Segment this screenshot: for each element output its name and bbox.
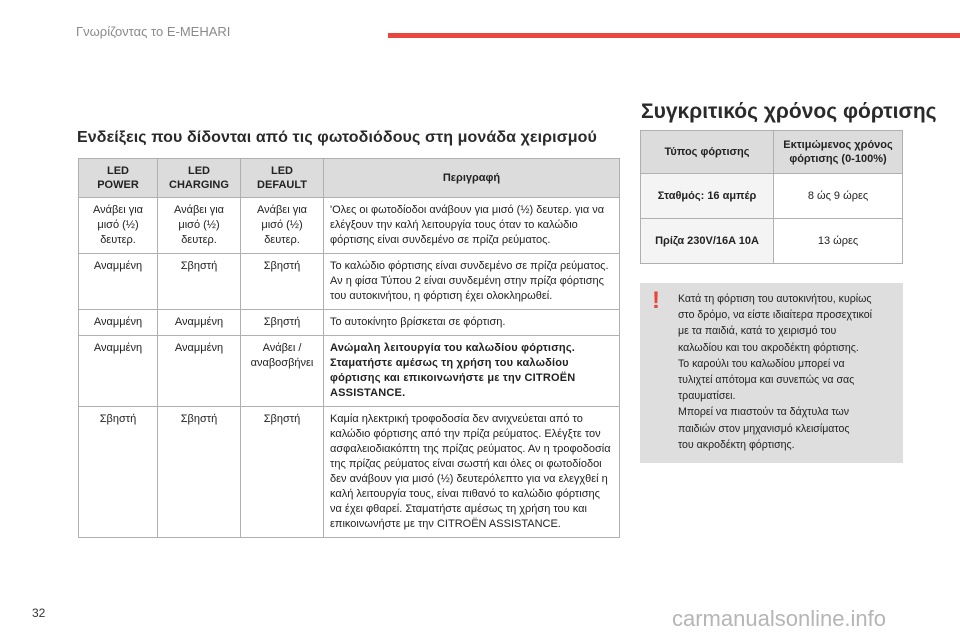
cell-charging-time: 8 ώς 9 ώρες bbox=[774, 174, 903, 219]
cell-charging-type: Σταθμός: 16 αμπέρ bbox=[641, 174, 774, 219]
cell-power: Ανάβει για μισό (½) δευτερ. bbox=[79, 198, 158, 254]
page-number: 32 bbox=[32, 606, 46, 620]
charging-time-section-title: Συγκριτικός χρόνος φόρτισης bbox=[641, 100, 937, 123]
header-description bbox=[324, 159, 620, 198]
warning-text-line: Κατά τη φόρτιση του αυτοκινήτου, κυρίως bbox=[678, 293, 872, 305]
header-description-label: Περιγραφή bbox=[442, 172, 501, 184]
warning-box bbox=[640, 283, 903, 463]
warning-exclamation-icon: ! bbox=[652, 287, 660, 314]
cell-default: Σβηστή bbox=[241, 407, 324, 538]
watermark: carmanualsonline.info bbox=[672, 606, 887, 631]
table-row bbox=[79, 336, 620, 407]
warning-text-line: στο δρόμο, να είστε ιδιαίτερα προσεχτικοί bbox=[678, 309, 873, 322]
header-led-charging-label: LED CHARGING bbox=[169, 165, 229, 191]
table-row bbox=[79, 254, 620, 310]
cell-charging-time: 13 ώρες bbox=[774, 219, 903, 264]
time-table-header-row bbox=[641, 131, 903, 174]
cell-power: Σβηστή bbox=[79, 407, 158, 538]
charging-time-table bbox=[640, 130, 903, 264]
cell-charging-type: Πρίζα 230V/16A 10A bbox=[641, 219, 774, 264]
cell-description: Το καλώδιο φόρτισης είναι συνδεμένο σε πρίζα ρεύματος. Αν η φίσα Τύπου 2 είναι συνδεμένη στην πρίζα φόρτισης του αυτοκινήτου, η φόρτιση έχει ολοκληρωθεί. bbox=[324, 254, 620, 310]
warning-text-line: τραυματίσει. bbox=[678, 390, 736, 403]
cell-default: Ανάβει / αναβοσβήνει bbox=[241, 336, 324, 407]
warning-text-line: τυλιχτεί απότομα και συνεπώς να σας bbox=[678, 374, 855, 387]
cell-charging: Σβηστή bbox=[158, 254, 241, 310]
table-row bbox=[641, 219, 903, 264]
table-row bbox=[79, 310, 620, 336]
cell-default: Σβηστή bbox=[241, 254, 324, 310]
header-led-charging bbox=[158, 159, 241, 198]
table-row bbox=[641, 174, 903, 219]
cell-power: Αναμμένη bbox=[79, 336, 158, 407]
table-row bbox=[79, 407, 620, 538]
cell-default: Σβηστή bbox=[241, 310, 324, 336]
header-led-default-label: LED DEFAULT bbox=[257, 165, 307, 191]
cell-charging: Αναμμένη bbox=[158, 310, 241, 336]
cell-charging: Ανάβει για μισό (½) δευτερ. bbox=[158, 198, 241, 254]
cell-description: Το αυτοκίνητο βρίσκεται σε φόρτιση. bbox=[324, 310, 620, 336]
header-charging-type: Τύπος φόρτισης bbox=[641, 131, 774, 174]
header-estimated-time: Εκτιμώμενος χρόνος φόρτισης (0-100%) bbox=[774, 131, 903, 174]
header-led-power-label: LED POWER bbox=[97, 165, 139, 191]
cell-description: 'Ολες οι φωτοδίοδοι ανάβουν για μισό (½) δευτερ. για να ελέγξουν την καλή λειτουργία τους όταν το καλώδιο φόρτισης είναι συνδεμένο σε πρίζα ρεύματος. bbox=[324, 198, 620, 254]
cell-power: Αναμμένη bbox=[79, 254, 158, 310]
cell-default: Ανάβει για μισό (½) δευτερ. bbox=[241, 198, 324, 254]
warning-text-line: του ακροδέκτη φόρτισης. bbox=[678, 438, 795, 451]
warning-text-line: Το καρούλι του καλωδίου μπορεί να bbox=[678, 357, 845, 370]
led-section-title: Ενδείξεις που δίδονται από τις φωτοδιόδους στη μονάδα χειρισμού bbox=[77, 129, 597, 146]
warning-text-line: παιδιών στον μηχανισμό κλεισίματος bbox=[678, 422, 850, 435]
led-table-header-row bbox=[79, 159, 620, 198]
warning-text-line: Μπορεί να πιαστούν τα δάχτυλα των bbox=[678, 406, 850, 419]
warning-text-line: καλωδίου και του ακροδέκτη φόρτισης. bbox=[678, 341, 859, 354]
cell-charging: Αναμμένη bbox=[158, 336, 241, 407]
cell-description: Ανώμαλη λειτουργία του καλωδίου φόρτισης. Σταματήστε αμέσως τη χρήση του καλωδίου φόρτισης και επικοινωνήστε με την CITROËN ASSISTANCE. bbox=[324, 336, 620, 407]
cell-charging: Σβηστή bbox=[158, 407, 241, 538]
table-row bbox=[79, 198, 620, 254]
header-led-power bbox=[79, 159, 158, 198]
header-accent-bar bbox=[388, 33, 960, 38]
led-indicator-table bbox=[78, 158, 620, 538]
cell-description: Καμία ηλεκτρική τροφοδοσία δεν ανιχνεύεται από το καλώδιο φόρτισης από την πρίζα ρεύματος. Ελέγξτε τον ασφαλειοδιακόπτη της πρίζας ρεύματος. Αν η τροφοδοσία της πρίζας ρεύματος είναι σωστή και όλες οι φωτοδίοδοι δεν ανάβουν για μισό (½) δευτερόλεπτο για να ελεγχθεί η καλή λειτουργία τους, είναι πιθανό το καλώδιο φόρτισης να έχει φθαρεί. Σταματήστε αμέσως τη χρήση του και επικοινωνήστε με την CITROËN ASSISTANCE. bbox=[324, 407, 620, 538]
header-led-default bbox=[241, 159, 324, 198]
warning-text-line: με τα παιδιά, κατά το χειρισμό του bbox=[678, 325, 837, 338]
page-header-title: Γνωρίζοντας το E-MEHARI bbox=[76, 24, 231, 39]
cell-power: Αναμμένη bbox=[79, 310, 158, 336]
